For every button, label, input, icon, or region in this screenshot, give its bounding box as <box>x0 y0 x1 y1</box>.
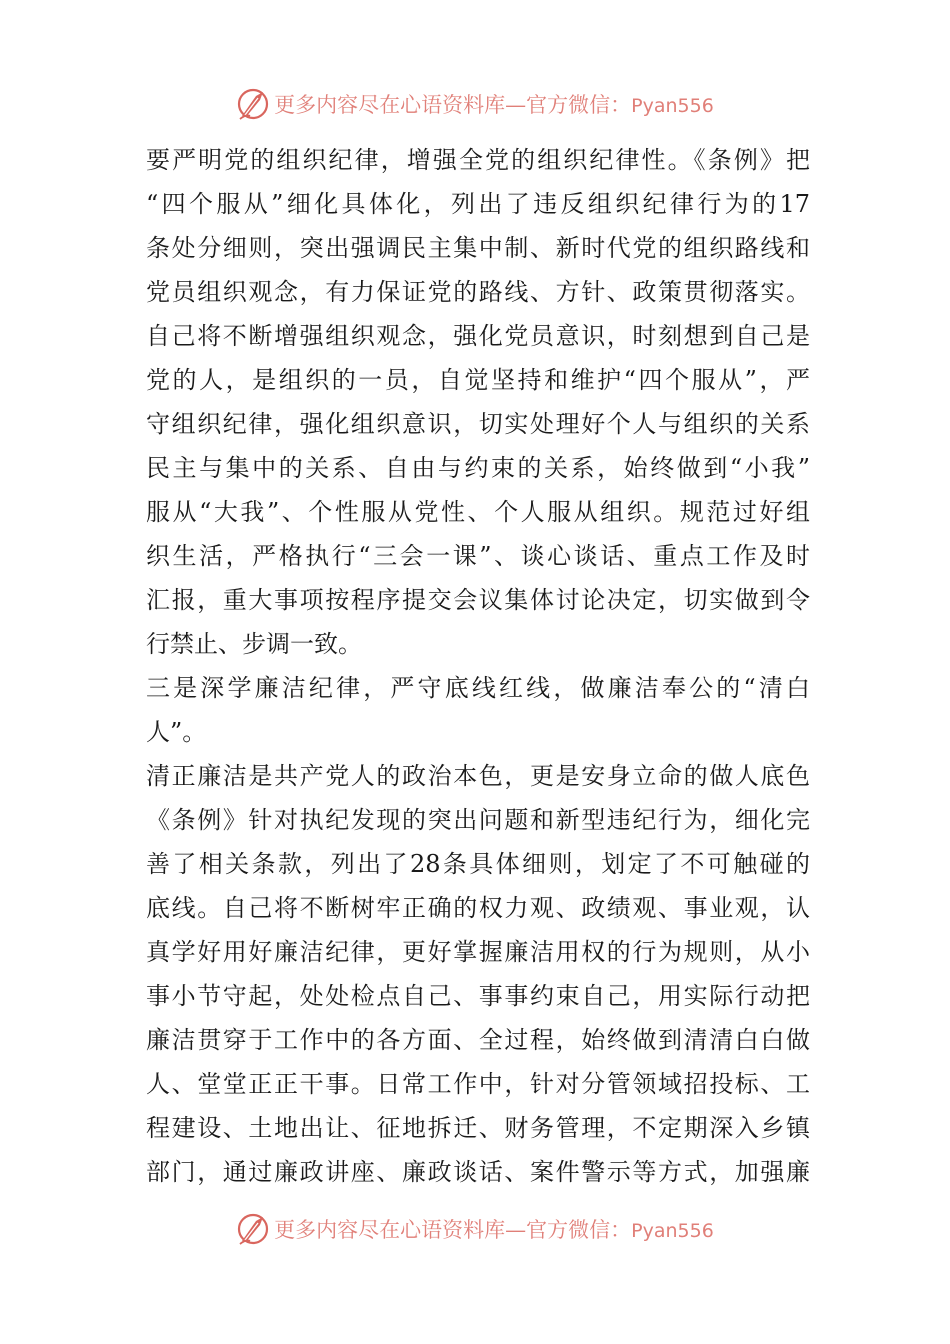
text-line: 条处分细则，突出强调民主集中制、新时代党的组织路线和 <box>146 234 810 262</box>
text-line: 织生活，严格执行“三会一课”、谈心谈话、重点工作及时 <box>146 542 810 570</box>
pen-nib-logo-icon <box>236 86 272 122</box>
text-line: 部门，通过廉政讲座、廉政谈话、案件警示等方式，加强廉 <box>146 1158 810 1186</box>
text-line: 党的人，是组织的一员，自觉坚持和维护“四个服从”，严 <box>146 366 810 394</box>
text-line: 民主与集中的关系、自由与约束的关系，始终做到“小我” <box>146 454 810 482</box>
text-line: 自己将不断增强组织观念，强化党员意识，时刻想到自己是 <box>146 322 810 350</box>
text-line: 程建设、土地出让、征地拆迁、财务管理，不定期深入乡镇 <box>146 1114 810 1142</box>
document-body <box>146 138 810 1194</box>
text-line: 人、堂堂正正干事。日常工作中，针对分管领域招投标、工 <box>146 1070 810 1098</box>
text-line: 清正廉洁是共产党人的政治本色，更是安身立命的做人底色 <box>146 762 810 790</box>
pen-nib-logo-icon <box>236 1211 272 1247</box>
header-banner-text: 更多内容尽在心语资料库—官方微信：Pyan556 <box>274 93 714 117</box>
text-line: 汇报，重大事项按程序提交会议集体讨论决定，切实做到令 <box>146 586 810 614</box>
text-line: 事小节守起，处处检点自己、事事约束自己，用实际行动把 <box>146 982 810 1010</box>
footer-banner <box>0 1209 950 1249</box>
header-banner-id: Pyan556 <box>631 95 714 117</box>
text-line: “四个服从”细化具体化，列出了违反组织纪律行为的17 <box>146 190 810 218</box>
text-line: 要严明党的组织纪律，增强全党的组织纪律性。《条例》把 <box>146 146 810 174</box>
text-line: 底线。自己将不断树牢正确的权力观、政绩观、事业观，认 <box>146 894 810 922</box>
text-line: 《条例》针对执纪发现的突出问题和新型违纪行为，细化完 <box>146 806 810 834</box>
text-line: 善了相关条款，列出了28条具体细则，划定了不可触碰的 <box>146 850 810 878</box>
text-line: 行禁止、步调一致。 <box>146 630 362 658</box>
text-line: 廉洁贯穿于工作中的各方面、全过程，始终做到清清白白做 <box>146 1026 810 1054</box>
footer-banner-id: Pyan556 <box>631 1220 714 1242</box>
footer-banner-text: 更多内容尽在心语资料库—官方微信：Pyan556 <box>274 1218 714 1242</box>
text-line: 真学好用好廉洁纪律，更好掌握廉洁用权的行为规则，从小 <box>146 938 810 966</box>
text-line: 党员组织观念，有力保证党的路线、方针、政策贯彻落实。 <box>146 278 810 306</box>
text-line: 服从“大我”、个性服从党性、个人服从组织。规范过好组 <box>146 498 810 526</box>
text-line: 守组织纪律，强化组织意识，切实处理好个人与组织的关系 <box>146 410 810 438</box>
header-banner <box>0 84 950 124</box>
section-heading-line: 三是深学廉洁纪律，严守底线红线，做廉洁奉公的“清白 <box>146 674 810 702</box>
section-heading-line: 人”。 <box>146 718 207 746</box>
